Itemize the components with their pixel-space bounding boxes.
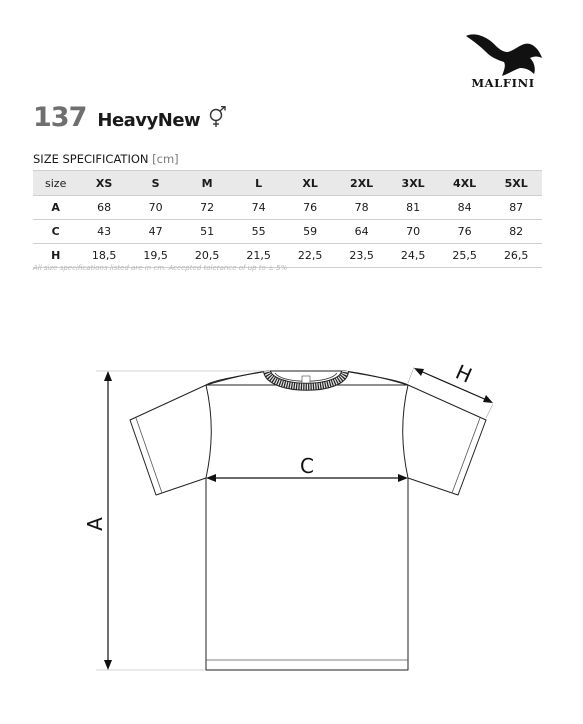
table-cell: 82 [490,220,542,244]
product-number: 137 [33,102,87,133]
collar-tag [302,376,310,383]
dimension-c-label: C [300,454,314,478]
table-cell: 84 [439,196,491,220]
table-cell: 51 [181,220,233,244]
tolerance-note: All size specifications listed are in cm. Accepted tolerance of up to ± 5% [33,264,288,272]
table-header-cell: 2XL [336,171,388,196]
table-header-cell: L [233,171,285,196]
table-cell: 76 [284,196,336,220]
table-header-cell: 4XL [439,171,491,196]
table-header-cell: XL [284,171,336,196]
table-header-cell: 5XL [490,171,542,196]
table-cell: 23,5 [336,244,388,268]
table-cell: 74 [233,196,285,220]
table-header-cell: size [33,171,78,196]
table-cell: 81 [387,196,439,220]
table-cell: 19,5 [130,244,182,268]
table-header-cell: S [130,171,182,196]
table-cell: 26,5 [490,244,542,268]
table-cell: C [33,220,78,244]
table-cell: 64 [336,220,388,244]
dimension-h-label: H [452,359,476,388]
table-header-cell: 3XL [387,171,439,196]
table-cell: 76 [439,220,491,244]
table-cell: 20,5 [181,244,233,268]
table-cell: 47 [130,220,182,244]
table-cell: 78 [336,196,388,220]
spec-heading-text: SIZE SPECIFICATION [33,152,149,166]
table-cell: 72 [181,196,233,220]
table-cell: 55 [233,220,285,244]
tshirt-collar [267,371,345,387]
table-cell: 70 [130,196,182,220]
table-header-cell: M [181,171,233,196]
product-name: HeavyNew [97,110,201,131]
dimension-a-label: A [83,517,107,531]
table-cell: 22,5 [284,244,336,268]
table-cell: 68 [78,196,130,220]
table-cell: 21,5 [233,244,285,268]
tshirt-outline [130,371,486,670]
table-cell: 25,5 [439,244,491,268]
table-header-cell: XS [78,171,130,196]
table-cell: 59 [284,220,336,244]
spec-unit: [cm] [152,152,179,166]
table-cell: A [33,196,78,220]
table-cell: 70 [387,220,439,244]
table-cell: H [33,244,78,268]
table-cell: 87 [490,196,542,220]
brand-name: MALFINI [471,76,535,90]
table-cell: 18,5 [78,244,130,268]
table-cell: 24,5 [387,244,439,268]
table-cell: 43 [78,220,130,244]
